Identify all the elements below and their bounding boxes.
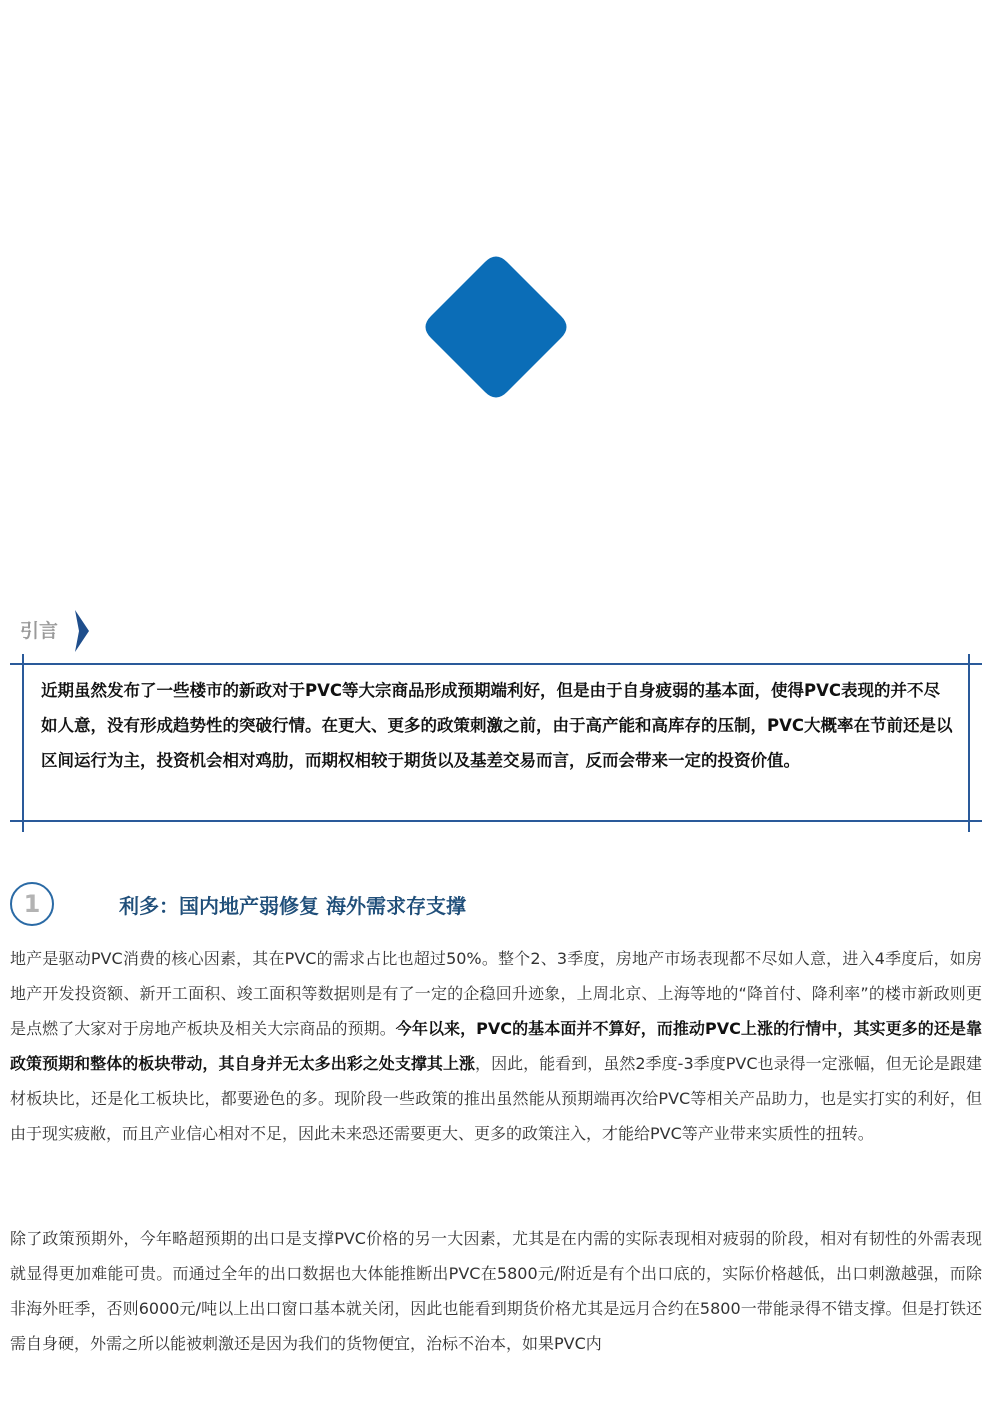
paragraph-bold-text: 今年以来，PVC的基本面并不算好，而推动PVC上涨的行情中，其实更多的还是靠政策预期和整体的板块带动，其自身并无太多出彩之处支撑其上涨: [10, 1019, 982, 1073]
section-title: 利多：国内地产弱修复 海外需求存支撑: [119, 894, 466, 918]
intro-bottom-rule: [10, 820, 982, 822]
diamond-logo-icon: [422, 253, 570, 401]
paragraph-text: 地产是驱动PVC消费的核心因素，其在PVC的需求占比也超过50%。整个2、3季度，房地产市场表现都不尽如人意，进入4季度后，如房地产开发投资额、新开工面积、竣工面积等数据则是有了一定的企稳回升迹象，上周北京、上海等地的“降首付、降利率”的楼市新政则更是点燃了大家对于房地产板块及相关大宗商品的预期。: [10, 949, 982, 1038]
chevron-right-icon: [75, 610, 89, 652]
intro-text: 近期虽然发布了一些楼市的新政对于PVC等大宗商品形成预期端利好，但是由于自身疲弱的基本面，使得PVC表现的并不尽如人意，没有形成趋势性的突破行情。在更大、更多的政策刺激之前，由于高产能和高库存的压制，PVC大概率在节前还是以区间运行为主，投资机会相对鸡肋，而期权相较于期货以及基差交易而言，反而会带来一定的投资价值。: [41, 681, 953, 770]
intro-left-rule: [22, 654, 24, 832]
intro-label: 引言: [20, 620, 59, 642]
section-number-badge: 1: [10, 882, 54, 926]
section-paragraph-1: [10, 941, 982, 1151]
section-paragraph-2: 除了政策预期外，今年略超预期的出口是支撑PVC价格的另一大因素，尤其是在内需的实际表现相对疲弱的阶段，相对有韧性的外需表现就显得更加难能可贵。而通过全年的出口数据也大体能推断出PVC在5800元/附近是有个出口底的，实际价格越低，出口刺激越强，而除非海外旺季，否则6000元/吨以上出口窗口基本就关闭，因此也能看到期货价格尤其是远月合约在5800一带能录得不错支撑。但是打铁还需自身硬，外需之所以能被刺激还是因为我们的货物便宜，治标不治本，如果PVC内: [10, 1229, 982, 1353]
intro-top-rule: [10, 663, 982, 665]
intro-right-rule: [968, 654, 970, 832]
paragraph-text: ，因此，能看到，虽然2季度-3季度PVC也录得一定涨幅，但无论是跟建材板块比，还是化工板块比，都要逊色的多。现阶段一些政策的推出虽然能从预期端再次给PVC等相关产品助力，也是实打实的利好，但由于现实疲敝，而且产业信心相对不足，因此未来恐还需要更大、更多的政策注入，才能给PVC等产业带来实质性的扭转。: [10, 1054, 982, 1143]
